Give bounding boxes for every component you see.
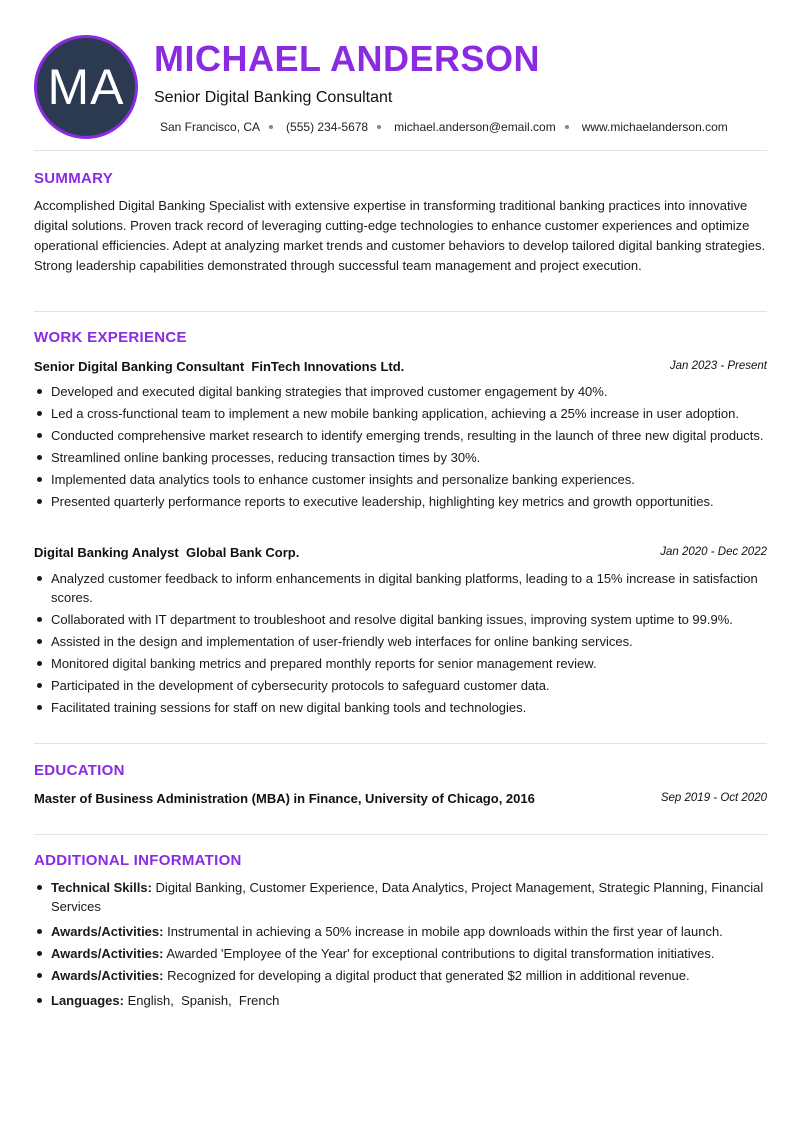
divider [34,743,767,744]
item-label: Awards/Activities: [51,968,164,983]
contact-email[interactable]: michael.anderson@email.com [394,120,556,134]
languages-label: Languages: [51,993,124,1008]
candidate-name: MICHAEL ANDERSON [154,38,541,79]
list-item [34,878,767,916]
job-title: Senior Digital Banking Consultant [34,359,245,374]
list-item: Participated in the development of cybersecurity protocols to safeguard customer data. [34,676,767,695]
list-item [34,944,767,963]
education-heading: EDUCATION [34,762,125,779]
contact-phone: (555) 234-5678 [286,120,369,134]
item-label: Awards/Activities: [51,924,164,939]
separator-dot [565,125,569,129]
job-header [34,359,767,374]
language: English [127,993,171,1008]
language: , Spanish [170,993,228,1008]
education-dates: Sep 2019 - Oct 2020 [660,792,767,804]
separator-dot [377,125,381,129]
job-bullets [34,382,767,514]
contact-website[interactable]: www.michaelanderson.com [581,120,728,134]
language: , French [228,993,279,1008]
list-item: Streamlined online banking processes, reducing transaction times by 30%. [34,448,767,467]
list-item: Assisted in the design and implementation of user-friendly web interfaces for online banking services. [34,632,767,651]
job-title: Digital Banking Analyst [34,545,179,560]
list-item: Collaborated with IT department to troubleshoot and resolve digital banking issues, improving system uptime to 99.9%. [34,610,767,629]
list-item: Led a cross-functional team to implement a new mobile banking application, achieving a 25% increase in user adoption. [34,404,767,423]
job-header [34,545,767,560]
education-entry [34,791,767,806]
separator-dot [269,125,273,129]
languages-list [128,993,280,1008]
degree: Master of Business Administration (MBA) in Finance, University of Chicago, 2016 [34,791,535,806]
contact-row [160,120,728,134]
list-item: Developed and executed digital banking strategies that improved customer engagement by 40%. [34,382,767,401]
job-dates: Jan 2023 - Present [669,360,767,372]
item-text: Instrumental in achieving a 50% increase in mobile app downloads within the first year of launch. [167,924,723,939]
list-item: Analyzed customer feedback to inform enhancements in digital banking platforms, leading to a 15% increase in satisfaction scores. [34,569,767,607]
list-item: Presented quarterly performance reports to executive leadership, highlighting key metrics and growth opportunities. [34,492,767,511]
additional-heading: ADDITIONAL INFORMATION [34,852,242,869]
divider [34,150,767,151]
list-item: Facilitated training sessions for staff on new digital banking tools and technologies. [34,698,767,717]
summary-heading: SUMMARY [34,170,114,187]
list-item: Monitored digital banking metrics and prepared monthly reports for senior management review. [34,654,767,673]
job-dates: Jan 2020 - Dec 2022 [660,546,767,558]
item-label: Technical Skills: [51,880,152,895]
additional-list [34,878,767,1013]
list-item: Implemented data analytics tools to enhance customer insights and personalize banking experiences. [34,470,767,489]
avatar [34,35,138,139]
job-company: FinTech Innovations Ltd. [251,359,405,374]
divider [34,311,767,312]
candidate-title: Senior Digital Banking Consultant [154,89,393,106]
list-item [34,966,767,985]
list-item: Conducted comprehensive market research to identify emerging trends, resulting in the launch of three new digital products. [34,426,767,445]
item-label: Awards/Activities: [51,946,164,961]
item-text: Recognized for developing a digital product that generated $2 million in additional revenue. [167,968,690,983]
summary-text: Accomplished Digital Banking Specialist with extensive expertise in transforming traditional banking practices into innovative digital solutions. Proven track record of leveraging cutting-edge technologies to enhance customer experiences and optimize operational efficiencies. Adept at analyzing market trends and customer behaviors to develop tailored digital banking strategies. Strong leadership capabilities demonstrated through successful team management and project execution. [34,198,766,273]
list-item [34,922,767,941]
divider [34,834,767,835]
avatar-initials: MA [47,59,125,115]
job-bullets [34,569,767,720]
list-item [34,991,767,1010]
item-text: Awarded 'Employee of the Year' for exceptional contributions to digital transformation initiatives. [166,946,715,961]
contact-location: San Francisco, CA [160,120,261,134]
item-text: Digital Banking, Customer Experience, Data Analytics, Project Management, Strategic Planning, Financial Services [51,880,764,914]
experience-heading: WORK EXPERIENCE [34,329,187,346]
job-company: Global Bank Corp. [185,545,300,560]
